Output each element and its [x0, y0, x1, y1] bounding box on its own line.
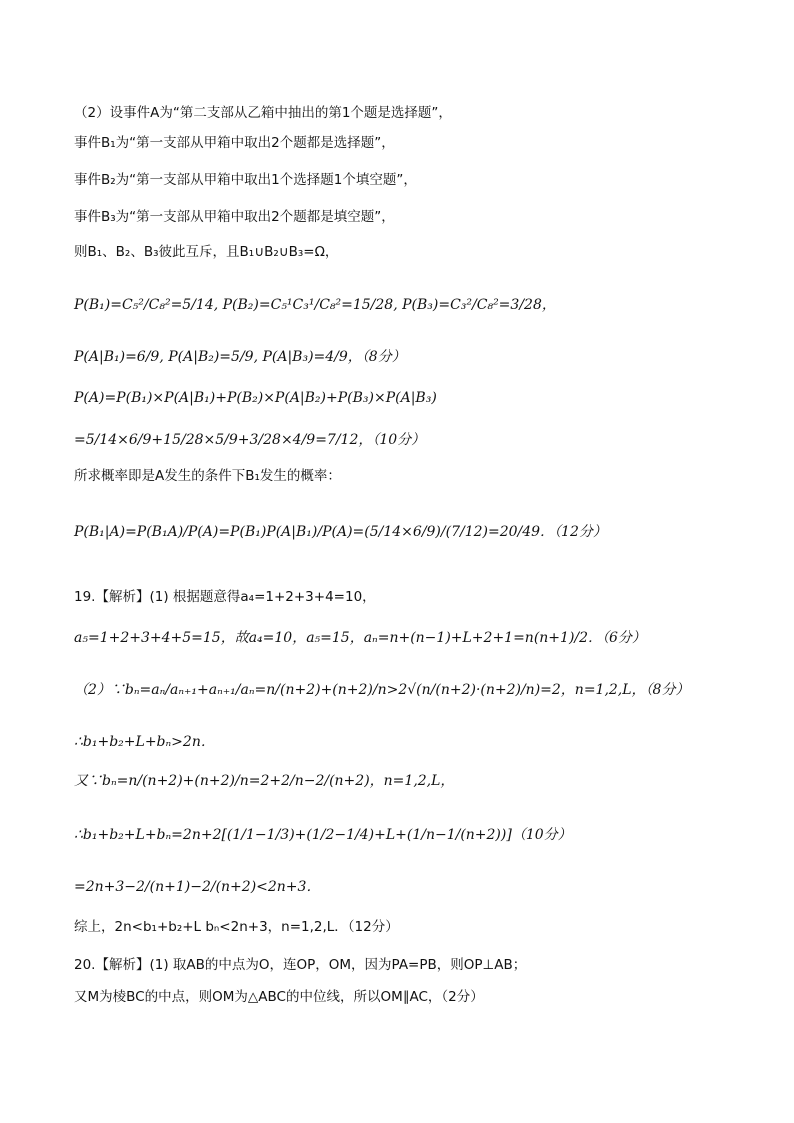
formula-line-17: ∴b₁+b₂+L+bₙ=2n+2[(1/1−1/3)+(1/2−1/4)+L+(1/n−1/(n+2))]（10分） — [74, 827, 572, 843]
formula-line-18: =2n+3−2/(n+1)−2/(n+2)<2n+3． — [74, 879, 321, 895]
formula-line-14: （2）∵bₙ=aₙ/aₙ₊₁+aₙ₊₁/aₙ=n/(n+2)+(n+2)/n>2√(n/(n+2)·(n+2)/n)=2，n=1,2,L，（8分） — [74, 682, 690, 698]
text-line-12: 19.【解析】(1) 根据题意得a₄=1+2+3+4=10， — [74, 589, 376, 605]
formula-line-15: ∴b₁+b₂+L+bₙ>2n． — [74, 734, 215, 750]
text-line-4: 事件B₃为“第一支部从甲箱中取出2个题都是填空题”， — [74, 209, 395, 225]
formula-line-11: P(B₁|A)=P(B₁A)/P(A)=P(B₁)P(A|B₁)/P(A)=(5/14×6/9)/(7/12)=20/49．（12分） — [74, 524, 607, 540]
text-line-5: 则B₁、B₂、B₃彼此互斥，且B₁∪B₂∪B₃=Ω， — [74, 244, 339, 260]
text-line-20: 20.【解析】(1) 取AB的中点为O，连OP，OM，因为PA=PB，则OP⊥AB； — [74, 957, 527, 973]
formula-line-7: P(A|B₁)=6/9, P(A|B₂)=5/9, P(A|B₃)=4/9，（8分） — [74, 349, 406, 365]
text-line-3: 事件B₂为“第一支部从甲箱中取出1个选择题1个填空题”， — [74, 172, 417, 188]
text-line-2: 事件B₁为“第一支部从甲箱中取出2个题都是选择题”， — [74, 135, 395, 151]
formula-line-13: a₅=1+2+3+4+5=15，故a₄=10，a₅=15，aₙ=n+(n−1)+L+2+1=n(n+1)/2．（6分） — [74, 630, 646, 646]
formula-line-8: P(A)=P(B₁)×P(A|B₁)+P(B₂)×P(A|B₂)+P(B₃)×P(A|B₃) — [74, 390, 437, 406]
text-line-10: 所求概率即是A发生的条件下B₁发生的概率： — [74, 468, 341, 484]
text-line-19: 综上，2n<b₁+b₂+L bₙ<2n+3，n=1,2,L．（12分） — [74, 919, 399, 935]
formula-line-9: =5/14×6/9+15/28×5/9+3/28×4/9=7/12，（10分） — [74, 432, 426, 448]
formula-line-16: 又∵bₙ=n/(n+2)+(n+2)/n=2+2/n−2/(n+2)，n=1,2,L， — [74, 773, 455, 789]
text-line-21: 又M为棱BC的中点，则OM为△ABC的中位线，所以OM∥AC，（2分） — [74, 989, 484, 1005]
text-line-1: （2）设事件A为“第二支部从乙箱中抽出的第1个题是选择题”， — [74, 105, 452, 121]
formula-line-6: P(B₁)=C₅²/C₈²=5/14, P(B₂)=C₅¹C₃¹/C₈²=15/28, P(B₃)=C₃²/C₈²=3/28， — [74, 297, 556, 313]
